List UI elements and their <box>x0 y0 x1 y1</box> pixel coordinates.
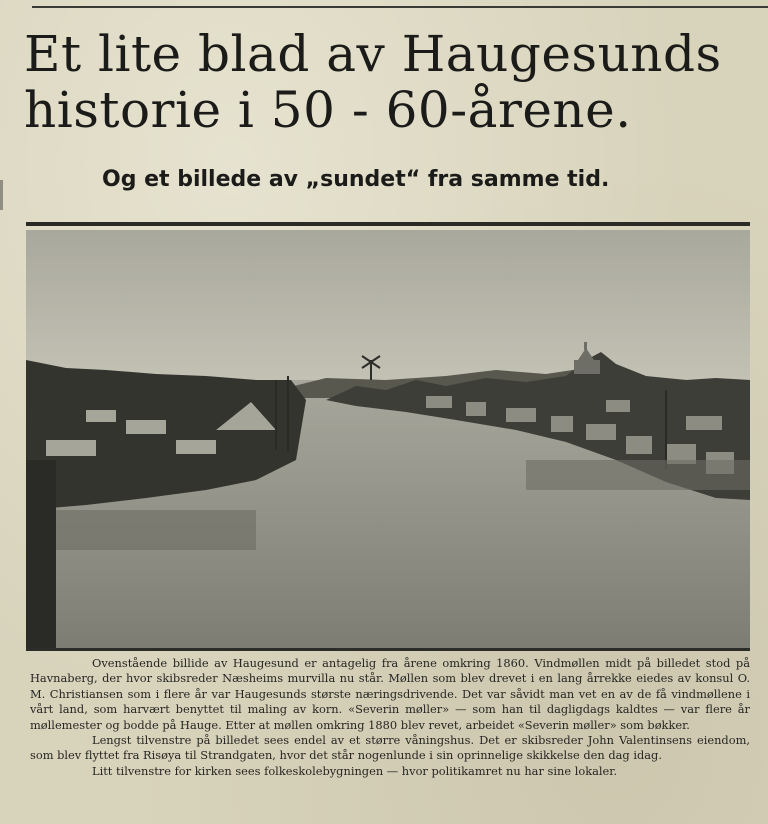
headline-line-1: Et lite blad av Haugesunds <box>24 25 722 83</box>
caption-paragraph: Lengst tilvenstre på billedet sees endel av et større våningshus. Det er skibsreder John Valentinsens eiendom, som blev flyttet fra Risøya til Strandgaten, hvor det står nogenlunde i sin oprinnelige skikkelse den dag idag. <box>30 733 750 763</box>
photo-top-rule <box>26 222 750 226</box>
caption-paragraph: Ovenstående billide av Haugesund er antagelig fra årene omkring 1860. Vindmøllen midt på billedet stod på Havnaberg, der hvor skibsreder Næsheims murvilla nu står. Møllen som blev drevet i en lang årrekke eiedes av konsul O. M. Christiansen som i flere år var Haugesunds største næringsdrivende. Det var såvidt man vet en av de få vindmøllene i vårt land, som harvært benyttet til maling av korn. «Severin møller» — som han til dagligdags kaldtes — var flere år møllemester og bodde på Hauge. Etter at møllen omkring 1880 blev revet, arbeidet «Severin møller» som bøkker. <box>30 656 750 732</box>
sky <box>26 230 750 390</box>
historic-harbour-photo <box>26 230 750 651</box>
margin-mark <box>0 180 3 210</box>
subheadline: Og et billede av „sundet“ fra samme tid. <box>102 167 610 192</box>
headline-line-2: historie i 50 - 60-årene. <box>24 81 632 139</box>
photo-caption <box>30 656 750 779</box>
left-wharf <box>26 460 56 648</box>
caption-paragraph: Litt tilvenstre for kirken sees folkeskolebygningen — hvor politikamret nu har sine lokaler. <box>92 763 618 778</box>
headline <box>24 26 764 138</box>
top-rule <box>32 6 768 8</box>
